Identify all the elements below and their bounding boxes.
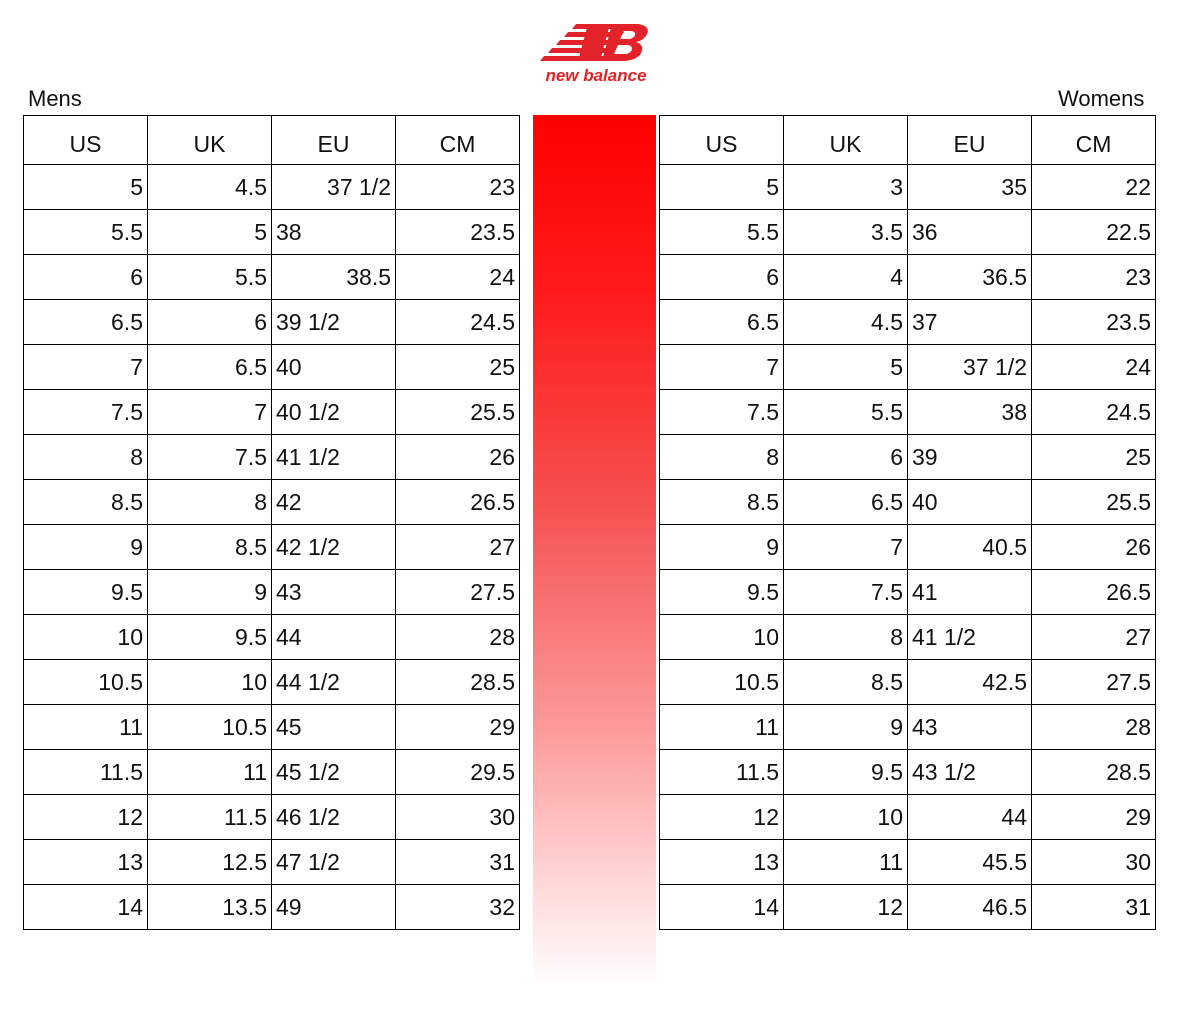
table-row	[660, 435, 1156, 480]
cell-uk: 6	[148, 300, 272, 345]
cell-uk: 6	[784, 435, 908, 480]
cell-uk: 12.5	[148, 840, 272, 885]
cell-uk: 9	[148, 570, 272, 615]
cell-eu: 45	[272, 705, 396, 750]
cell-cm: 27	[396, 525, 520, 570]
new-balance-logo	[532, 20, 660, 90]
table-row	[24, 660, 520, 705]
cell-eu: 39	[908, 435, 1032, 480]
table-row	[660, 210, 1156, 255]
cell-eu: 43	[908, 705, 1032, 750]
cell-us: 11	[660, 705, 784, 750]
cell-cm: 24.5	[396, 300, 520, 345]
mens-size-table	[23, 115, 520, 930]
table-row	[660, 795, 1156, 840]
cell-cm: 23	[396, 165, 520, 210]
cell-uk: 8.5	[148, 525, 272, 570]
table-row	[24, 525, 520, 570]
cell-cm: 32	[396, 885, 520, 930]
cell-eu: 36.5	[908, 255, 1032, 300]
cell-uk: 5.5	[784, 390, 908, 435]
cell-eu: 46 1/2	[272, 795, 396, 840]
column-header-us: US	[24, 116, 148, 165]
cell-us: 5.5	[24, 210, 148, 255]
cell-uk: 9.5	[784, 750, 908, 795]
cell-eu: 45.5	[908, 840, 1032, 885]
cell-uk: 11	[784, 840, 908, 885]
cell-cm: 25.5	[1032, 480, 1156, 525]
cell-eu: 38.5	[272, 255, 396, 300]
column-header-eu: EU	[272, 116, 396, 165]
table-row	[24, 210, 520, 255]
table-row	[660, 705, 1156, 750]
cell-us: 10	[660, 615, 784, 660]
cell-us: 13	[24, 840, 148, 885]
cell-uk: 8	[784, 615, 908, 660]
cell-uk: 7.5	[148, 435, 272, 480]
cell-us: 12	[24, 795, 148, 840]
cell-uk: 8.5	[784, 660, 908, 705]
column-header-cm: CM	[396, 116, 520, 165]
cell-eu: 41 1/2	[908, 615, 1032, 660]
cell-eu: 37 1/2	[908, 345, 1032, 390]
cell-eu: 37	[908, 300, 1032, 345]
table-row	[660, 525, 1156, 570]
cell-us: 6.5	[660, 300, 784, 345]
cell-uk: 5	[784, 345, 908, 390]
cell-uk: 11	[148, 750, 272, 795]
cell-cm: 22	[1032, 165, 1156, 210]
cell-cm: 31	[396, 840, 520, 885]
womens-label: Womens	[1058, 86, 1145, 111]
cell-cm: 25	[1032, 435, 1156, 480]
cell-eu: 42	[272, 480, 396, 525]
table-row	[660, 165, 1156, 210]
cell-uk: 10	[784, 795, 908, 840]
cell-uk: 9	[784, 705, 908, 750]
cell-cm: 28	[396, 615, 520, 660]
table-row	[660, 885, 1156, 930]
table-row	[660, 615, 1156, 660]
cell-eu: 38	[908, 390, 1032, 435]
table-row	[24, 255, 520, 300]
cell-uk: 7.5	[784, 570, 908, 615]
cell-uk: 6.5	[784, 480, 908, 525]
table-row	[24, 750, 520, 795]
cell-eu: 43	[272, 570, 396, 615]
cell-us: 8.5	[24, 480, 148, 525]
cell-us: 7.5	[660, 390, 784, 435]
table-row	[24, 705, 520, 750]
cell-cm: 26.5	[396, 480, 520, 525]
cell-eu: 42.5	[908, 660, 1032, 705]
gradient-divider-bar	[533, 115, 656, 990]
cell-us: 6.5	[24, 300, 148, 345]
womens-size-table	[659, 115, 1156, 930]
cell-us: 9	[660, 525, 784, 570]
cell-uk: 6.5	[148, 345, 272, 390]
logo-wordmark: new balance	[545, 66, 647, 85]
table-row	[660, 840, 1156, 885]
cell-cm: 23.5	[396, 210, 520, 255]
cell-uk: 4	[784, 255, 908, 300]
cell-uk: 12	[784, 885, 908, 930]
cell-cm: 23	[1032, 255, 1156, 300]
cell-us: 9.5	[660, 570, 784, 615]
cell-us: 5	[24, 165, 148, 210]
table-row	[660, 255, 1156, 300]
cell-eu: 40 1/2	[272, 390, 396, 435]
cell-eu: 36	[908, 210, 1032, 255]
cell-eu: 35	[908, 165, 1032, 210]
cell-cm: 29	[1032, 795, 1156, 840]
cell-uk: 7	[784, 525, 908, 570]
cell-us: 6	[660, 255, 784, 300]
cell-uk: 10	[148, 660, 272, 705]
cell-cm: 24	[396, 255, 520, 300]
cell-cm: 28	[1032, 705, 1156, 750]
cell-us: 8	[24, 435, 148, 480]
table-row	[660, 570, 1156, 615]
cell-cm: 24	[1032, 345, 1156, 390]
table-row	[660, 390, 1156, 435]
cell-cm: 29	[396, 705, 520, 750]
cell-us: 9	[24, 525, 148, 570]
cell-eu: 42 1/2	[272, 525, 396, 570]
cell-us: 13	[660, 840, 784, 885]
cell-us: 8.5	[660, 480, 784, 525]
cell-eu: 45 1/2	[272, 750, 396, 795]
cell-us: 7.5	[24, 390, 148, 435]
cell-eu: 41	[908, 570, 1032, 615]
cell-eu: 40.5	[908, 525, 1032, 570]
cell-eu: 37 1/2	[272, 165, 396, 210]
table-row	[24, 390, 520, 435]
cell-eu: 43 1/2	[908, 750, 1032, 795]
cell-cm: 22.5	[1032, 210, 1156, 255]
cell-cm: 26.5	[1032, 570, 1156, 615]
cell-us: 8	[660, 435, 784, 480]
cell-cm: 26	[396, 435, 520, 480]
table-row	[24, 885, 520, 930]
cell-us: 5	[660, 165, 784, 210]
cell-eu: 44	[272, 615, 396, 660]
table-row	[660, 345, 1156, 390]
table-row	[24, 435, 520, 480]
header-row	[660, 116, 1156, 165]
table-row	[660, 660, 1156, 705]
cell-eu: 49	[272, 885, 396, 930]
cell-cm: 30	[396, 795, 520, 840]
cell-us: 11.5	[24, 750, 148, 795]
cell-cm: 25.5	[396, 390, 520, 435]
column-header-eu: EU	[908, 116, 1032, 165]
cell-cm: 30	[1032, 840, 1156, 885]
cell-uk: 5	[148, 210, 272, 255]
cell-us: 11	[24, 705, 148, 750]
cell-cm: 24.5	[1032, 390, 1156, 435]
cell-eu: 40	[272, 345, 396, 390]
cell-us: 14	[24, 885, 148, 930]
cell-cm: 28.5	[1032, 750, 1156, 795]
cell-us: 14	[660, 885, 784, 930]
table-row	[24, 615, 520, 660]
cell-us: 9.5	[24, 570, 148, 615]
table-row	[24, 795, 520, 840]
cell-eu: 46.5	[908, 885, 1032, 930]
header-row	[24, 116, 520, 165]
table-row	[24, 165, 520, 210]
cell-us: 6	[24, 255, 148, 300]
cell-us: 11.5	[660, 750, 784, 795]
cell-uk: 11.5	[148, 795, 272, 840]
table-row	[24, 345, 520, 390]
cell-cm: 28.5	[396, 660, 520, 705]
cell-cm: 25	[396, 345, 520, 390]
cell-cm: 23.5	[1032, 300, 1156, 345]
cell-uk: 3.5	[784, 210, 908, 255]
cell-cm: 26	[1032, 525, 1156, 570]
cell-cm: 27.5	[1032, 660, 1156, 705]
mens-label: Mens	[28, 86, 82, 111]
column-header-uk: UK	[784, 116, 908, 165]
cell-eu: 40	[908, 480, 1032, 525]
cell-eu: 44 1/2	[272, 660, 396, 705]
cell-eu: 41 1/2	[272, 435, 396, 480]
cell-us: 10	[24, 615, 148, 660]
cell-us: 10.5	[24, 660, 148, 705]
cell-uk: 13.5	[148, 885, 272, 930]
cell-uk: 9.5	[148, 615, 272, 660]
cell-eu: 44	[908, 795, 1032, 840]
table-row	[24, 570, 520, 615]
cell-uk: 5.5	[148, 255, 272, 300]
cell-uk: 3	[784, 165, 908, 210]
table-row	[24, 480, 520, 525]
column-header-uk: UK	[148, 116, 272, 165]
cell-uk: 4.5	[148, 165, 272, 210]
table-row	[660, 480, 1156, 525]
table-row	[660, 750, 1156, 795]
column-header-cm: CM	[1032, 116, 1156, 165]
cell-eu: 39 1/2	[272, 300, 396, 345]
cell-uk: 8	[148, 480, 272, 525]
cell-cm: 29.5	[396, 750, 520, 795]
cell-us: 5.5	[660, 210, 784, 255]
table-row	[24, 300, 520, 345]
cell-eu: 38	[272, 210, 396, 255]
cell-cm: 27	[1032, 615, 1156, 660]
cell-uk: 7	[148, 390, 272, 435]
nb-logo-icon	[532, 20, 660, 66]
cell-us: 12	[660, 795, 784, 840]
cell-uk: 10.5	[148, 705, 272, 750]
cell-us: 7	[24, 345, 148, 390]
cell-uk: 4.5	[784, 300, 908, 345]
column-header-us: US	[660, 116, 784, 165]
table-row	[24, 840, 520, 885]
cell-us: 10.5	[660, 660, 784, 705]
table-row	[660, 300, 1156, 345]
cell-cm: 27.5	[396, 570, 520, 615]
cell-eu: 47 1/2	[272, 840, 396, 885]
cell-us: 7	[660, 345, 784, 390]
cell-cm: 31	[1032, 885, 1156, 930]
